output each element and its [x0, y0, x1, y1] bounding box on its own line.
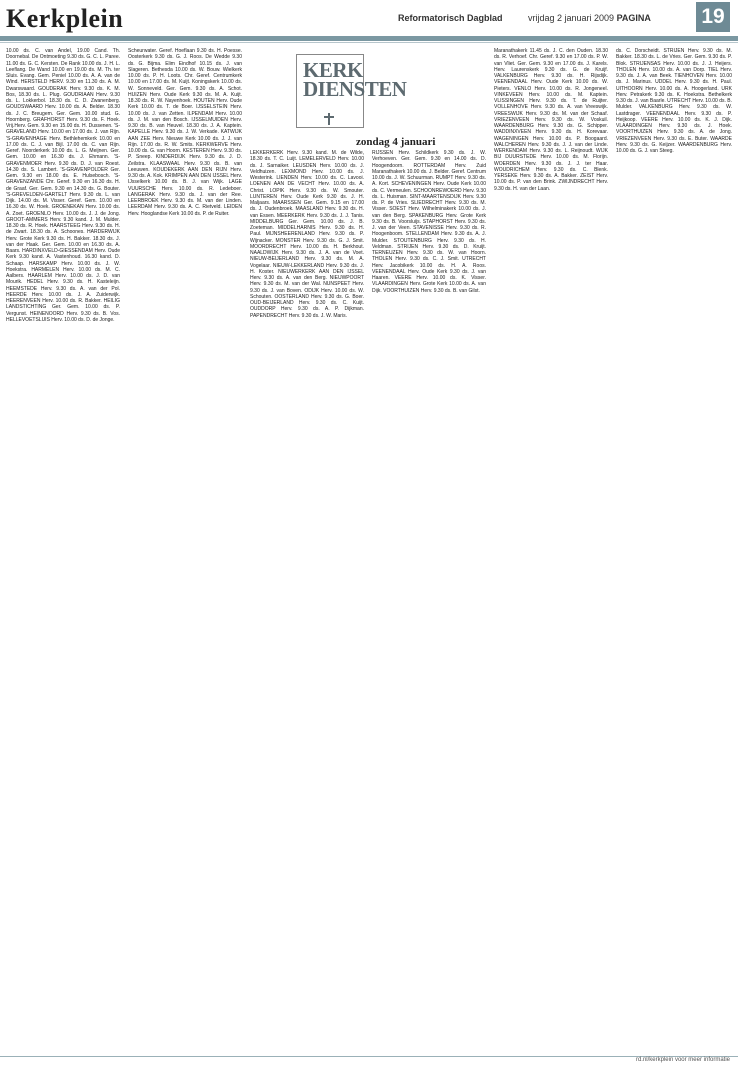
- column-4: [372, 150, 486, 1052]
- publication-date: [528, 13, 651, 23]
- column-5: [494, 48, 608, 1052]
- column-text: 10.00 ds. C. van Andel, 19.00 Cand. Th. Doornebal. De Ontmoeting 9.30 ds. G. C. L. Paree. 11.00 ds. G. C. Kersten. De Rank 10.00 ds. J. H. L. Leeflang. De Wand 10.00 en 19.00 ds. M. Th. ter Sluis. Evang. Gem. Peniel 10.00 ds. A. A. van de Wind. HERSTELD HERV. 9.30 en 11.30 ds. A. M. Dwarswaard. GOUDERAK Herv. 9.30 ds. K. M. Bos, 18.30 ds. L. Plug. GOUDRIAAN Herv. 9.30 ds. L. Lokkerbol. 18.30 ds. C. D. Zwanenberg. GOUDSWAARD Herv. 10.00 ds. A. Belder. 18.30 ds. J. C. Breugem. Ger. Gem. 10.00 stud. G. Hoornberg. GRAFHORST Herv. 9.30 ds. F. Hoek. Vrij.Herv. Gem. 9.30 en 15.00 ds. H. Dussenen. 'S-GRAVELAND Herv. 10.00 en 17.00 ds. J. van Rijn. 'S-GRAVENHAGE Herv. Bethlehemkerk 10.00 en 17.00 ds. C. J. van Bijl. 17.00 ds. C. van Rijn. Geref. Noorderkerk 10.00 ds. L. G. Meijnen. Ger. Gem. 10.00 en 16.30 ds. J. Ehmann. 'S-GRAVENMOER Herv. 9.30 ds. D. J. van Roest. 14.30 ds. S. Lambert. 'S-GRAVENPOLDER Ger. Gem. 9.30 en 18.00 ds. E. Hulsebosch. 'S-GRAVENZANDE Chr. Geref. 9.30 en 16.30 ds. H. de Graaf. Ger. Gem. 9.30 en 14.30 ds. G. Bouter. 'S-GREVELDEN-GARTELT Herv. 9.30 ds. L. van Dijk. 14.00 ds. M. Visser. Geref. Gem. 10.00 en 16.30 ds. W. Hoek. GROENEKAN Herv. 10.00 ds. A. Zoet. GROENLO Herv. 10.00 ds. J. J. de Jong. GROOT-AMMERS Herv. 9.30 kand. J. M. Mulder. 18.30 ds. R. Hoek. HAARSTEEG Herv. 9.30 ds. H. de Zwart. 18.30 ds. A. Schoones. HARDERWIJK Herv. Grote Kerk 9.30 ds. H. Bakker. 18.30 ds. J. van der Haak. Ger. Gem. 10.00 en 16.30 ds. A. Baars. HARDINXVELD-GIESSENDAM Herv. Oude Kerk 9.30 kand. A. Vastenhoud. 16.30 kand. D. Schaap. HARSKAMP Herv. 10.00 ds. J. W. Hoekstra. HARMELEN Herv. 10.00 ds. M. C. Aalbers. HAARLEM Herv. 10.00 ds. J. D. van Mourik. HEDEL Herv. 9.30 ds. H. Kasteleijn. HEEMSTEDE Herv. 9.30 ds. A. van der Pol. HEERDE Herv. 10.00 ds. J. A. Zuiderwijk. HEERENVEEN Herv. 10.00 ds. R. Bakker. HEILIG LANDSTICHTING Ger. Gem. 10.00 ds. P. Vergunst. HEINENOORD Herv. 9.30 ds. B. Vos. HELLEVOETSLUIS Herv. 10.00 ds. D. de Jonge.: [6, 48, 120, 323]
- column-text: LEKKERKERK Herv. 9.30 kand. M. de Wilde, 18.30 ds. T. C. Luijt. LEMELERVELD Herv. 10.00 ds. J. Sarnaiker. LEUSDEN Herv. 10.00 ds. J. Veldhuizen. LEXMOND Herv. 10.00 ds. J. Westerink. LIENDEN Herv. 10.00 ds. C. Lavooi. LOENEN AAN DE VECHT Herv. 10.00 ds. A. Christ. LOPIK Herv. 9.30 ds. W. Smouter. LUNTEREN Herv. Oude Kerk 9.30 ds. J. H. Maljaars. MAARSSEN Ger. Gem. 9.15 en 17.00 ds. J. Oudenbroek. MAASLAND Herv. 9.30 ds. H. van Essen. MEERKERK Herv. 9.30 ds. J. J. Tanis. MIDDELBURG Ger. Gem. 10.00 ds. J. B. Zoeteman. MIDDELHARNIS Herv. 9.30 ds. H. Paul. MIJNSHEERENLAND Herv. 9.30 ds. P. Wijnacker. MONSTER Herv. 9.30 ds. G. J. Smit. MOORDRECHT Herv. 10.00 ds. H. Berkhout. NAALDWIJK Herv. 9.30 ds. J. A. van de Voet. NIEUW-BEIJERLAND Herv. 9.30 ds. M. A. Vogelaar. NIEUW-LEKKERLAND Herv. 9.30 ds. J. H. Koster. NIEUWERKERK AAN DEN IJSSEL Herv. 9.30 ds. A. van den Berg. NIEUWPOORT Herv. 9.30 ds. M. van der Wal. NUNSPEET Herv. 9.30 ds. J. van Boven. ODIJK Herv. 10.00 ds. W. Schouten. OOSTERLAND Herv. 9.30 ds. G. Boer. OUD-BEIJERLAND Herv. 9.30 ds. C. Kuijt. OUDDORP Herv. 9.30 ds. A. P. Dijkman. PAPENDRECHT Herv. 9.30 ds. J. W. Maris.: [250, 150, 364, 319]
- column-1: [6, 48, 120, 1052]
- date-text: vrijdag 2 januari 2009: [528, 13, 615, 23]
- page-number: 19: [696, 2, 730, 32]
- publication-name: Reformatorisch Dagblad: [398, 13, 503, 23]
- column-text: ds. C. Dorscheidt. STRIJEN Herv. 9.30 ds. M. Bakker. 18.30 ds. L. de Vries. Ger. Gem. 9.30 ds. P. Blok. STRIJENSAS Herv. 10.00 ds. J. J. Heijers. THOLEN Herv. 10.00 ds. A. van Dorp. TIEL Herv. 9.30 ds. J. A. van Beek. TIENHOVEN Herv. 10.00 ds. J. Marinus. UDDEL Herv. 9.30 ds. H. Paul. UITHOORN Herv. 10.00 ds. A. Hoogerland. URK Herv. Petrakerk 9.30 ds. K. Hoekstra. Bethelkerk 9.30 ds. J. van Baarle. UTRECHT Herv. 10.00 ds. B. Mulder. VALKENBURG Herv. 9.30 ds. W. Lastdrager. VEENENDAAL Herv. 9.30 ds. P. Heijkoop. VEERE Herv. 10.00 ds. K. J. Dijk. VLAARDINGEN Herv. 9.30 ds. J. Hoek. VOORTHUIZEN Herv. 9.30 ds. A. de Jong. VRIEZENVEEN Herv. 9.30 ds. E. Buter. WAARDE Herv. 9.30 ds. G. Keijzer. WAARDENBURG Herv. 10.00 ds. G. J. van Steeg.: [616, 48, 732, 154]
- church-icon: [321, 113, 337, 125]
- service-date: zondag 4 januari: [356, 136, 436, 148]
- logo-title: KERK DIENSTEN: [303, 58, 407, 101]
- column-6: [616, 48, 732, 1052]
- column-text: RIJSSEN Herv. Schildkerk 9.30 ds. J. W. Verhoeven. Ger. Gem. 9.30 en 14.00 ds. D. Hoogendoorn. ROTTERDAM Herv. Zuid Maranathakerk 10.00 ds. J. Belder. Geref. Centrum 10.00 ds. J. W. Schuurman. RUMPT Herv. 9.30 ds. A. Kort. SCHEVENINGEN Herv. Oude Kerk 10.00 ds. C. Vermeulen. SCHOONREWOERD Herv. 9.30 ds. L. Huisman. SINT-MAARTENSDIJK Herv. 9.30 ds. P. de Vries. SLIEDRECHT Herv. 9.30 ds. M. Visser. SOEST Herv. Wilhelminakerk 10.00 ds. J. van den Berg. SPAKENBURG Herv. Grote Kerk 9.30 ds. B. Voorsluijs. STAPHORST Herv. 9.30 ds. J. van der Veen. STAVENISSE Herv. 9.30 ds. R. Hoogenboom. STELLENDAM Herv. 9.30 ds. A. J. Mulder. STOUTENBURG Herv. 9.30 ds. H. Veldman. STRIJEN Herv. 9.30 ds. D. Kruijt. TERNEUZEN Herv. 9.30 ds. W. van Hoorn. THOLEN Herv. 9.30 ds. C. J. Smit. UTRECHT Herv. Jacobikerk 10.00 ds. H. A. Roos. VEENENDAAL Herv. Oude Kerk 9.30 ds. J. van Haaren. VEERE Herv. 10.00 ds. K. Visser. VLAARDINGEN Herv. Grote Kerk 10.00 ds. A. van Dijk. VOORTHUIZEN Herv. 9.30 ds. B. van Gilst.: [372, 150, 486, 294]
- header-rule-thin: [0, 42, 738, 43]
- page-label: PAGINA: [616, 13, 651, 23]
- page-footer: [0, 1056, 738, 1068]
- page-header: [0, 0, 738, 44]
- footer-link[interactable]: rd.nl/kerkplein voor meer informatie: [635, 1057, 730, 1063]
- column-text: Scheurwater. Geref. Hoeflaan 9.30 ds. H. Poesse. Oosterkerk 9.30 ds. G. J. Roos. De Wedde 9.30 ds. G. Bijma. Elim Eindhof 10.15 ds. J. van Slageren. Bethesda 10.00 ds. W. Bouw. Wielkerk 10.00 ds. P. H. Loots. Chr. Geref. Centrumkerk 10.00 en 17.00 ds. M. Kuijt. Koningskerk 10.00 ds. W. Sonneveld. Ger. Gem. 9.30 ds. A. Schot. HUIZEN Herv. Oude Kerk 9.30 ds. M. A. Kuijt. 18.30 ds. R. W. Nayenhoek. HOUTEN Herv. Oude Kerk 10.00 ds. T. de Boer. IJSSELSTEIN Herv. 10.00 ds. J. van Zetten. ILPENDAM Herv. 10.00 ds. J. M. van den Bosch. IJSSELMUIDEN Herv. 9.30 ds. B. van Heuvel. 18.30 ds. J. A. Kaptein. KAPELLE Herv. 9.30 ds. J. W. Verkade. KATWIJK AAN ZEE Herv. Nieuwe Kerk 10.00 ds. J. J. van Rijn. 17.00 ds. R. W. Smits. KERKWERVE Herv. 10.00 ds. G. van Hoorn. KESTEREN Herv. 9.30 ds. P. Sneep. KINDERDIJK Herv. 9.30 ds. J. D. Zeilstra. KLAASWAAL Herv. 9.30 ds. B. van Leeuwen. KOUDEKERK AAN DEN RIJN Herv. 9.30 ds. A. Kok. KRIMPEN AAN DEN IJSSEL Herv. IJsselkerk 10.00 ds. B. J. van Wijk. LAGE VUURSCHE Herv. 10.00 ds. R. Ledeboer. LANGERAK Herv. 9.30 ds. J. van der Ree. LEERBROEK Herv. 9.30 ds. M. van der Linden. LEERDAM Herv. 9.30 ds. A. C. Rietveld. LEIDEN Herv. Hooglandse Kerk 10.00 ds. P. de Ruiter.: [128, 48, 242, 217]
- church-services-logo: [258, 50, 486, 148]
- column-3: [250, 150, 364, 1052]
- column-2: [128, 48, 242, 1052]
- footer-rule: [0, 1056, 738, 1057]
- logo-frame: [296, 54, 407, 128]
- column-text: Maranathakerk 11.45 ds. J. C. den Ouden. 18.30 ds. R. Verhoef. Chr. Geref. 9.30 en 17.00 ds. P. W. van Vliet. Ger. Gem. 9.30 en 17.00 ds. J. Karels. Herv. Laurenskerk 9.30 ds. G. de Kruijf. VALKENBURG Herv. 9.30 ds. H. Rijsdijk. VEENENDAAL Herv. Oude Kerk 10.00 ds. W. Pieters. VENLO Herv. 10.00 ds. R. Jongeneel. VINKEVEEN Herv. 10.00 ds. M. Kaptein. VLISSINGEN Herv. 9.30 ds. T. de Ruijter. VOLLENHOVE Herv. 9.30 ds. A. van Vreeswijk. VREESWIJK Herv. 9.30 ds. M. van der Schaaf. VRIEZENVEEN Herv. 9.30 ds. W. Voskuil. WAARDENBURG Herv. 9.30 ds. G. Schipper. WADDINXVEEN Herv. 9.30 ds. H. Korevaar. WAGENINGEN Herv. 10.00 ds. P. Boogaard. WALCHEREN Herv. 9.30 ds. J. J. van der Linde. WERKENDAM Herv. 9.30 ds. L. Reijnoudt. WIJK BIJ DUURSTEDE Herv. 10.00 ds. M. Florijn. WOERDEN Herv. 9.30 ds. J. J. ter Haar. WOUDRICHEM Herv. 9.30 ds. C. Blenk. YERSEKE Herv. 9.30 ds. A. Bakker. ZEIST Herv. 10.00 ds. P. van den Brink. ZWIJNDRECHT Herv. 9.30 ds. H. van der Laan.: [494, 48, 608, 192]
- header-rule: [0, 36, 738, 41]
- section-title: Kerkplein: [6, 4, 124, 33]
